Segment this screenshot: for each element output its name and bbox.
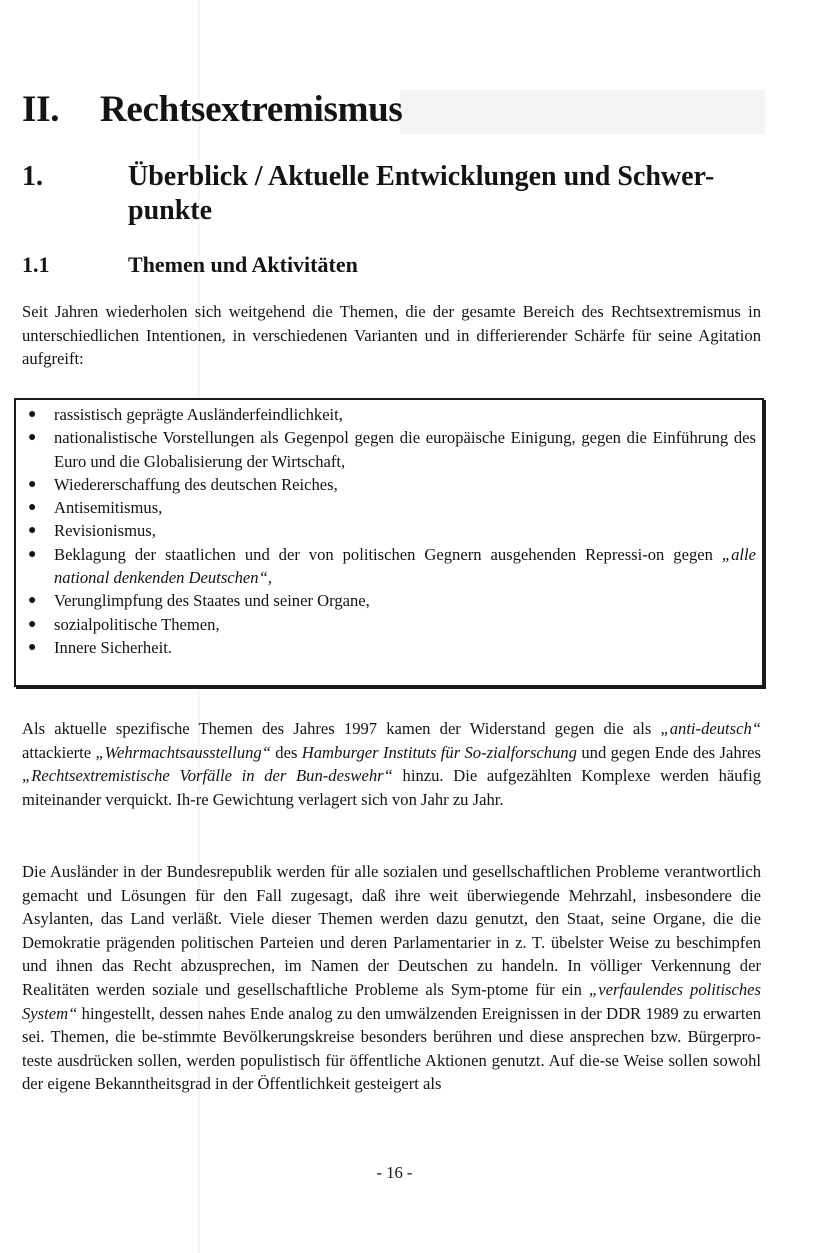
topic-text: Innere Sicherheit. xyxy=(54,637,172,657)
topic-item xyxy=(16,636,762,659)
topic-text: nationalistische Vorstellungen als Gegenpol gegen die europäische Einigung, gegen die Einführung des Euro und die Globalisierung der Wirtschaft, xyxy=(54,428,756,471)
topic-item xyxy=(16,473,762,496)
bullet-icon: ● xyxy=(28,616,37,632)
bullet-icon: ● xyxy=(28,593,37,609)
section-number: 1. xyxy=(22,161,43,192)
topics-box xyxy=(14,398,764,687)
quote-run: „Rechtsextremistische Vorfälle in der Bun-deswehr“ xyxy=(22,766,393,786)
topic-text: Beklagung der staatlichen und der von politischen Gegnern ausgehenden Repressi-on gegen xyxy=(54,544,713,564)
topic-item xyxy=(16,403,762,426)
quote-run: „Wehrmachtsausstellung“ xyxy=(95,742,271,762)
topic-text: rassistisch geprägte Ausländerfeindlichkeit, xyxy=(54,405,343,424)
foreigners-paragraph xyxy=(22,860,761,1096)
topic-item xyxy=(16,496,762,519)
quote-run: „anti-deutsch“ xyxy=(660,719,761,738)
bullet-icon: ● xyxy=(28,500,37,516)
bullet-icon: ● xyxy=(28,523,37,539)
topic-quote: „alle national denkenden Deutschen“, xyxy=(54,544,756,588)
topic-item xyxy=(16,589,762,612)
topic-text: sozialpolitische Themen, xyxy=(54,614,220,634)
text-run: Als aktuelle spezifische Themen des Jahres 1997 kamen der Widerstand gegen die als xyxy=(22,719,652,738)
quote-run: „verfaulendes politisches System“ xyxy=(22,979,761,1023)
topic-item xyxy=(16,426,762,473)
chapter-title: Rechtsextremismus xyxy=(100,89,403,130)
topic-text: Revisionismus, xyxy=(54,521,156,541)
intro-text: Seit Jahren wiederholen sich weitgehend die Themen, die der gesamte Bereich des Rechtsextremismus in unterschiedlichen Intentionen, in verschiedenen Varianten und in differierender Schärfe für seine Agitation aufgreift: xyxy=(22,302,761,369)
bullet-icon: ● xyxy=(28,407,37,422)
topic-item xyxy=(16,543,762,590)
current-topics-paragraph xyxy=(22,717,761,811)
topics-list xyxy=(16,400,762,659)
topic-item xyxy=(16,613,762,636)
topic-item xyxy=(16,519,762,542)
topic-text: Wiedererschaffung des deutschen Reiches, xyxy=(54,474,338,494)
quote-run: Hamburger Instituts für So-zialforschung xyxy=(301,742,577,762)
foreigners-text xyxy=(22,860,761,1096)
bullet-icon: ● xyxy=(28,430,37,446)
topic-text: Antisemitismus, xyxy=(54,498,163,518)
subsection-number: 1.1 xyxy=(22,252,50,277)
subsection-heading xyxy=(22,252,358,278)
section-title: Überblick / Aktuelle Entwicklungen und Schwer-punkte xyxy=(128,161,715,226)
section-heading xyxy=(22,160,782,228)
current-topics-text xyxy=(22,717,761,811)
bullet-icon: ● xyxy=(28,476,37,492)
chapter-heading xyxy=(22,88,402,131)
intro-paragraph xyxy=(22,300,761,371)
bullet-icon: ● xyxy=(28,639,37,655)
scan-bleed-through xyxy=(400,90,765,134)
text-run: attackierte xyxy=(22,742,92,762)
chapter-number: II. xyxy=(22,89,60,130)
subsection-title: Themen und Aktivitäten xyxy=(128,252,358,277)
topic-text: Verunglimpfung des Staates und seiner Organe, xyxy=(54,591,370,611)
text-run: des xyxy=(275,742,298,762)
bullet-icon: ● xyxy=(28,546,37,562)
text-run: und gegen Ende des Jahres xyxy=(581,742,761,762)
text-run: hinzu. Die aufgezählten Komplexe werden häufig miteinander verquickt. Ih-re Gewichtung verlagert sich von Jahr zu Jahr. xyxy=(22,766,761,809)
text-run: hingestellt, dessen nahes Ende analog zu den umwälzenden Ereignissen in der DDR 1989 zu erwarten sei. Themen, die be-stimmte Bevölkerungskreise besonders berühren und diese ansprechen bzw. Bürgerpro-teste ausdrücken sollen, werden populistisch für öffentliche Aktionen genutzt. Auf die-se Weise sollen sowohl der eigene Bekanntheitsgrad in der Öffentlichkeit gesteigert als xyxy=(22,1003,761,1094)
page-number: - 16 - xyxy=(376,1163,413,1182)
text-run: Die Ausländer in der Bundesrepublik werden für alle sozialen und gesellschaftlichen Probleme verantwortlich gemacht und Lösungen für den Fall zugesagt, daß ihre weit überwiegende Mehrzahl, insbesondere die Asylanten, das Land verläßt. Viele dieser Themen werden dazu genutzt, den Staat, seine Organe, die die Demokratie prägenden politischen Parteien und deren Parlamentarier in z. T. übelster Weise zu beschimpfen und ihnen das Recht abzusprechen, im Namen der Deutschen zu handeln. In völliger Verkennung der Realitäten werden soziale und gesellschaftliche Probleme als Sym-ptome für ein xyxy=(22,862,761,999)
